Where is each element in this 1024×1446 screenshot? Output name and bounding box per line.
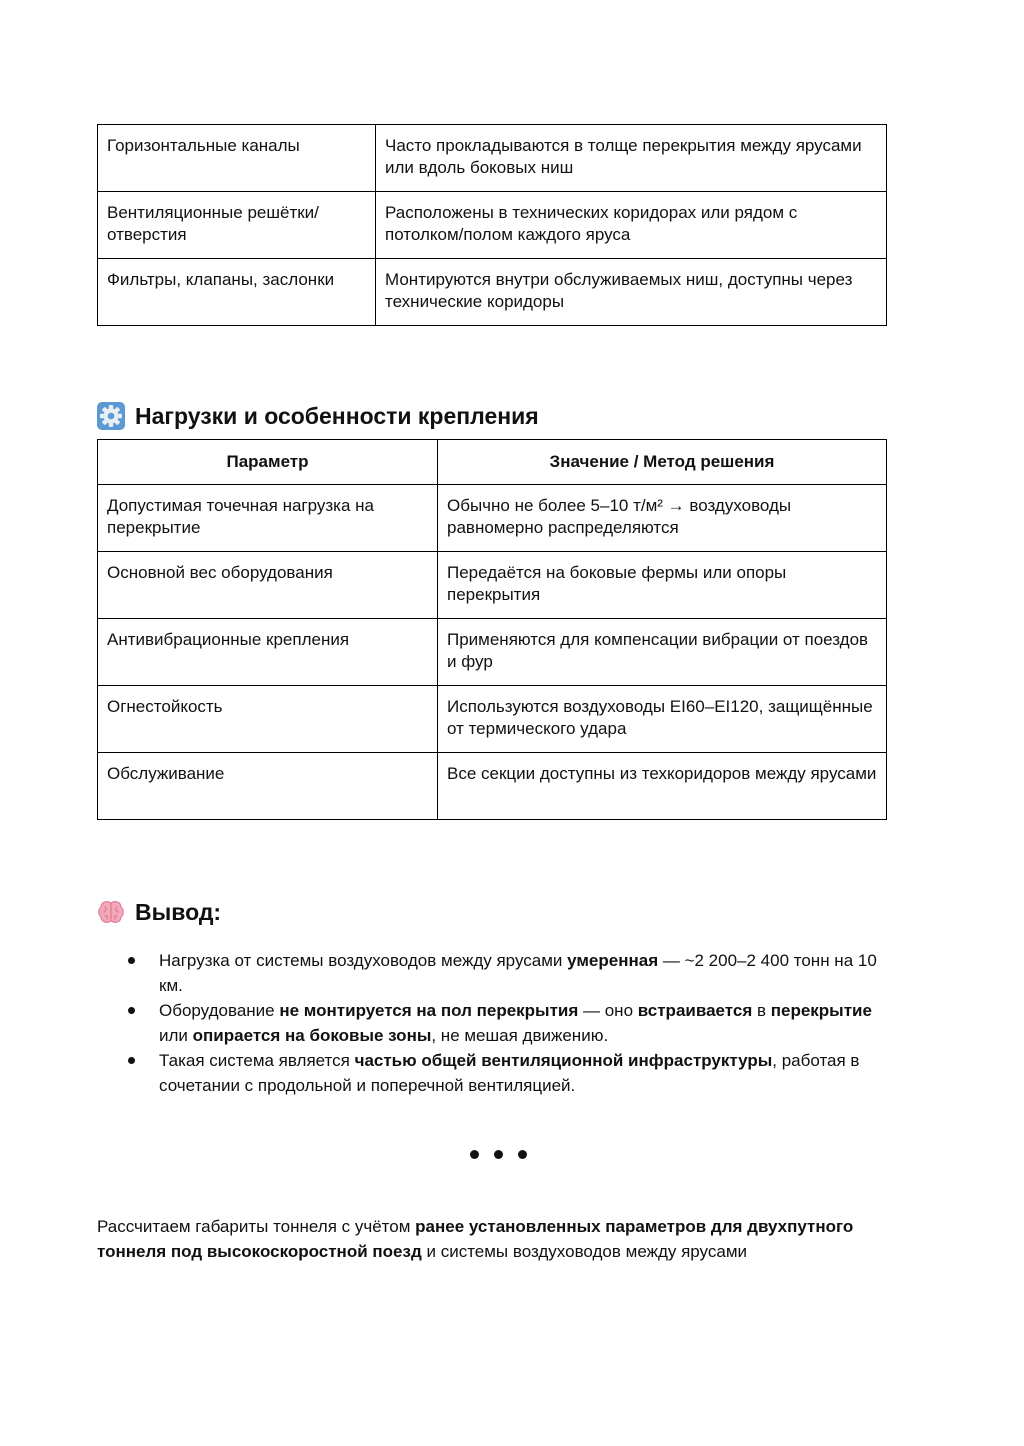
table-header-row — [98, 440, 887, 485]
table-cell: Часто прокладываются в толще перекрытия между ярусами или вдоль боковых ниш — [376, 125, 887, 192]
section-heading-conclusion — [97, 897, 221, 927]
table-row — [98, 192, 887, 259]
separator-dot — [470, 1150, 479, 1159]
gear-icon — [97, 402, 125, 430]
table-cell: Обслуживание — [98, 753, 438, 820]
table-row — [98, 686, 887, 753]
section-heading-loads — [97, 401, 539, 431]
column-header: Значение / Метод решения — [438, 440, 887, 485]
table-cell: Используются воздуховоды EI60–EI120, защищённые от термического удара — [438, 686, 887, 753]
list-item: Оборудование не монтируется на пол перекрытия — оно встраивается в перекрытие или опирается на боковые зоны, не мешая движению. — [97, 998, 877, 1048]
table-cell: Применяются для компенсации вибрации от поездов и фур — [438, 619, 887, 686]
table-cell: Горизонтальные каналы — [98, 125, 376, 192]
table-cell: Все секции доступны из техкоридоров между ярусами — [438, 753, 887, 820]
table-cell: Огнестойкость — [98, 686, 438, 753]
list-item: Нагрузка от системы воздуховодов между ярусами умеренная — ~2 200–2 400 тонн на 10 км. — [97, 948, 877, 998]
table-cell: Антивибрационные крепления — [98, 619, 438, 686]
table-cell: Передаётся на боковые фермы или опоры перекрытия — [438, 552, 887, 619]
ventilation-elements-table — [97, 124, 887, 326]
table-cell: Вентиляционные решётки/отверстия — [98, 192, 376, 259]
table-row — [98, 753, 887, 820]
section-title: Вывод: — [135, 899, 222, 925]
table-cell: Обычно не более 5–10 т/м² → воздуховоды равномерно распределяются — [438, 485, 887, 552]
table-cell: Фильтры, клапаны, заслонки — [98, 259, 376, 326]
table-row — [98, 125, 887, 192]
brain-icon — [97, 898, 125, 926]
table-row — [98, 552, 887, 619]
table-cell: Расположены в технических коридорах или рядом с потолком/полом каждого яруса — [376, 192, 887, 259]
table-row — [98, 485, 887, 552]
conclusion-list — [97, 948, 877, 1098]
table-cell: Основной вес оборудования — [98, 552, 438, 619]
table-row — [98, 619, 887, 686]
table-cell: Монтируются внутри обслуживаемых ниш, доступны через технические коридоры — [376, 259, 887, 326]
ellipsis-separator — [470, 1150, 527, 1159]
final-paragraph: Рассчитаем габариты тоннеля с учётом ранее установленных параметров для двухпутного тоннеля под высокоскоростной поезд и системы воздуховодов между ярусами — [97, 1217, 854, 1261]
column-header: Параметр — [98, 440, 438, 485]
table-row — [98, 259, 887, 326]
section-title: Нагрузки и особенности крепления — [135, 403, 539, 429]
list-item: Такая система является частью общей вентиляционной инфраструктуры, работая в сочетании с продольной и поперечной вентиляцией. — [97, 1048, 877, 1098]
separator-dot — [494, 1150, 503, 1159]
separator-dot — [518, 1150, 527, 1159]
loads-table — [97, 439, 887, 820]
table-cell: Допустимая точечная нагрузка на перекрытие — [98, 485, 438, 552]
